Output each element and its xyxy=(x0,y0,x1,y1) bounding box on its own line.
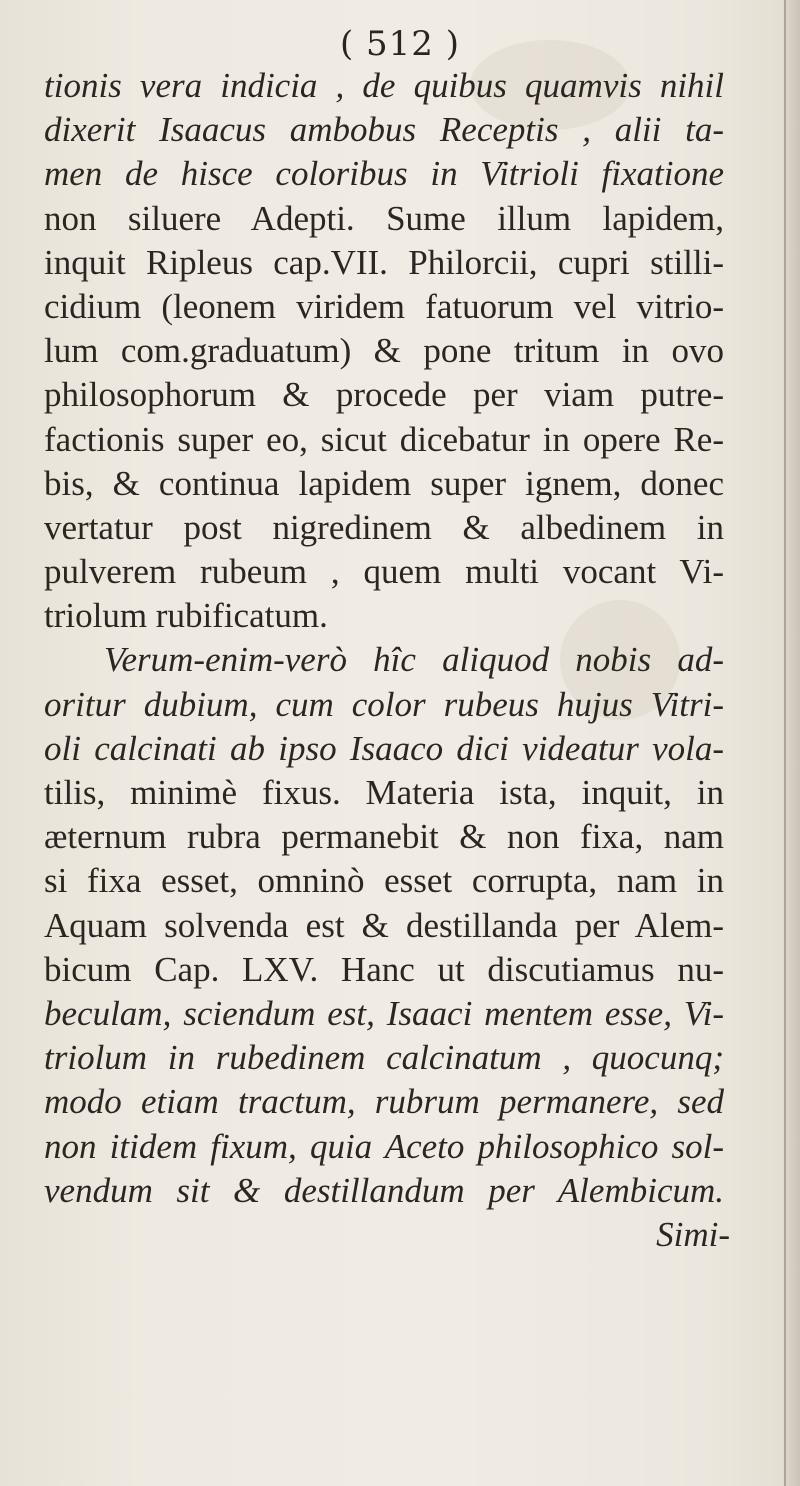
text-line: oli calcinati ab ipso Isaaco dici videatur vola- xyxy=(44,728,724,768)
text-line: oritur dubium, cum color rubeus hujus Vitri- xyxy=(44,684,724,724)
text-line: vendum sit & destillandum per Alembicum. xyxy=(44,1170,724,1210)
text-line: modo etiam tractum, rubrum permanere, sed xyxy=(44,1082,724,1122)
text-line: dixerit Isaacus ambobus Receptis , alii ta- xyxy=(44,110,724,150)
text-line: triolum in rubedinem calcinatum , quocunq; xyxy=(44,1038,724,1078)
text-line: lum com.graduatum) & pone tritum in ovo xyxy=(44,331,724,371)
text-line: triolum rubificatum. xyxy=(44,596,328,636)
text-line: Aquam solvenda est & destillanda per Alem- xyxy=(44,905,724,945)
text-line: men de hisce coloribus in Vitrioli fixatione xyxy=(44,154,724,194)
text-line: tionis vera indicia , de quibus quamvis nihil xyxy=(44,66,724,105)
text-line: tilis, minimè fixus. Materia ista, inquit, in xyxy=(44,773,724,812)
text-line: si fixa esset, omninò esset corrupta, nam in xyxy=(44,861,724,901)
text-line: bicum Cap. LXV. Hanc ut discutiamus nu- xyxy=(44,949,724,989)
text-line: bis, & continua lapidem super ignem, donec xyxy=(44,463,724,503)
page-edge-rule xyxy=(784,0,786,1486)
text-line: philosophorum & procede per viam putre- xyxy=(44,375,724,415)
text-line: cidium (leonem viridem fatuorum vel vitrio- xyxy=(44,286,724,326)
text-line: inquit Ripleus cap.VII. Philorcii, cupri stilli- xyxy=(44,242,724,282)
text-line: factionis super eo, sicut dicebatur in opere Re- xyxy=(44,419,724,459)
text-line: æternum rubra permanebit & non fixa, nam xyxy=(44,817,724,857)
text-line: non itidem fixum, quia Aceto philosophico sol- xyxy=(44,1126,724,1166)
text-line: Verum-enim-verò hîc aliquod nobis ad- xyxy=(104,640,724,680)
text-line: pulverem rubeum , quem multi vocant Vi- xyxy=(44,552,724,592)
page-number: ( 512 ) xyxy=(339,24,461,64)
text-line: non siluere Adepti. Sume illum lapidem, xyxy=(44,198,724,238)
body-text xyxy=(44,64,784,1257)
text-line: beculam, sciendum est, Isaaci mentem esse, Vi- xyxy=(44,993,724,1033)
catchword: Simi- xyxy=(656,1214,730,1254)
text-line: vertatur post nigredinem & albedinem in xyxy=(44,507,724,547)
